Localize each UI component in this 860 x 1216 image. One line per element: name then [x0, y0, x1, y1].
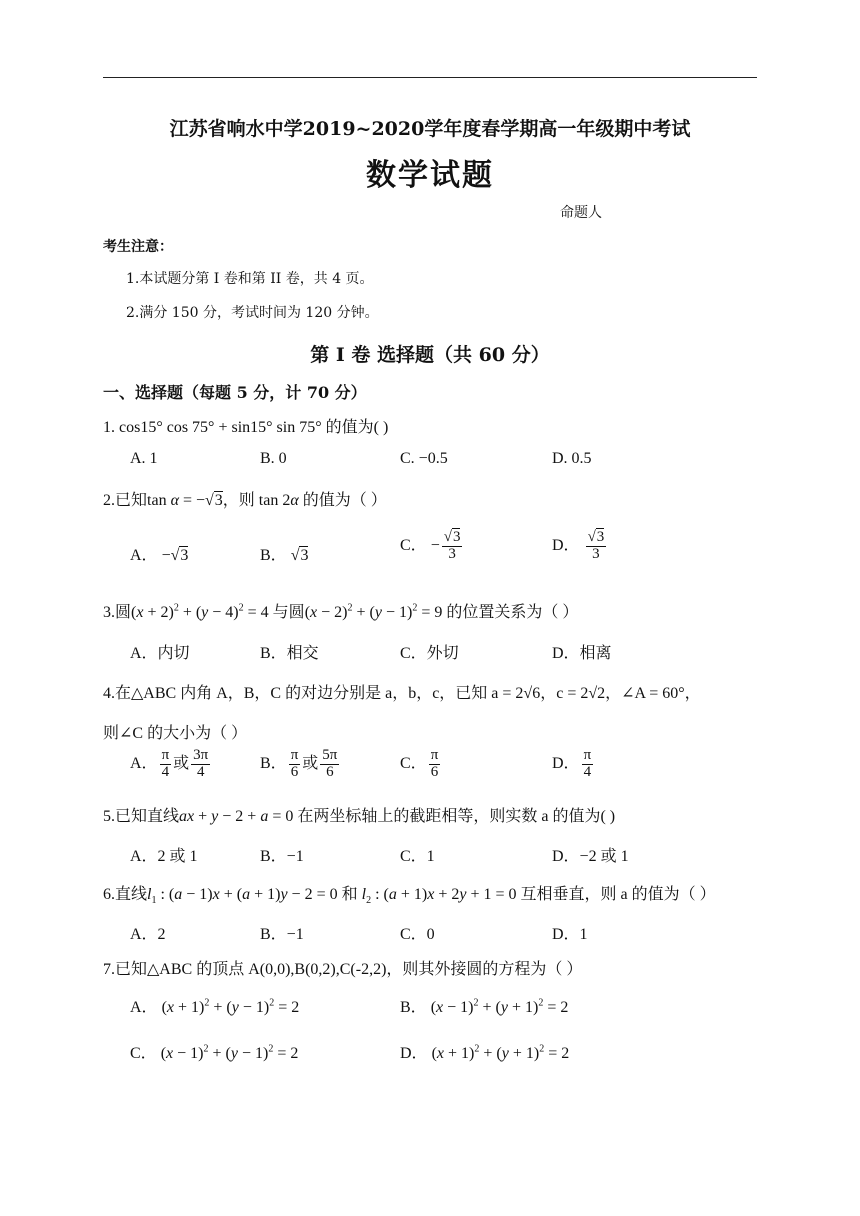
question-4-stem: 4.在△ABC 内角 A，B，C 的对边分别是 a，b，c，已知 a = 2√6，c = 2√2，∠A = 60°，: [103, 685, 701, 702]
q3-option-a: A．内切: [130, 645, 190, 662]
question-4-stem-line2: 则∠C 的大小为（ ）: [103, 725, 248, 742]
exam-subtitle: 数学试题: [366, 158, 494, 193]
author-label: 命题人: [560, 205, 602, 221]
q5-option-b: B．−1: [260, 848, 304, 865]
q2-option-a: A． −√3: [130, 547, 189, 564]
top-rule: [103, 77, 757, 78]
notice-heading: 考生注意：: [103, 239, 173, 255]
q6-option-d: D．1: [552, 926, 588, 943]
notice-item: 1.本试题分第 I 卷和第 II 卷，共 4 页。: [126, 271, 374, 287]
q3-option-d: D．相离: [552, 645, 612, 662]
q5-option-a: A．2 或 1: [130, 848, 198, 865]
part-title: 一、选择题（每题 5 分，计 70 分）: [103, 383, 367, 402]
q1-option-d: D. 0.5: [552, 450, 592, 467]
exam-title: 江苏省响水中学2019~2020学年度春学期高一年级期中考试: [169, 118, 691, 140]
notice-item: 2.满分 150 分，考试时间为 120 分钟。: [126, 305, 379, 321]
q7-option-d: D． $(x + 1)^2 + (y + 1)^2 = 2$: [400, 1043, 570, 1062]
question-3-stem: 3.圆$(x + 2)^2 + (y - 4)^2 = 4$ 与圆$(x - 2)^2 + (y - 1)^2 = 9$ 的位置关系为（ ）: [103, 602, 579, 621]
q1-option-a: A. 1: [130, 450, 158, 467]
question-2-stem: 2.已知tan α = −√3，则 tan 2α 的值为（ ）: [103, 492, 387, 509]
q2-option-d: D． $\frac{√3}{3}$: [552, 529, 605, 562]
q4-option-d: D． $\frac{\pi}{4}$: [552, 747, 592, 780]
q6-option-c: C．0: [400, 926, 435, 943]
q7-option-b: B． $(x - 1)^2 + (y + 1)^2 = 2$: [400, 997, 569, 1016]
q2-option-b: B． √3: [260, 547, 309, 564]
question-7-stem: 7.已知△ABC 的顶点 A(0,0),B(0,2),C(-2,2)，则其外接圆的方程为（ ）: [103, 961, 583, 978]
q3-option-c: C．外切: [400, 645, 459, 662]
q3-option-b: B．相交: [260, 645, 319, 662]
q4-option-b: B． $\frac{\pi}{6}$ 或 $\frac{5\pi}{6}$: [260, 747, 338, 780]
section-title: 第 I 卷 选择题（共 60 分）: [310, 344, 550, 366]
q4-option-c: C． $\frac{\pi}{6}$: [400, 747, 439, 780]
q6-option-b: B．−1: [260, 926, 304, 943]
q2-option-c: C． − $\frac{√3}{3}$: [400, 529, 461, 562]
question-5-stem: 5.已知直线ax + y − 2 + a = 0 在两坐标轴上的截距相等，则实数 a 的值为( ): [103, 808, 616, 825]
q7-option-c: C． $(x - 1)^2 + (y - 1)^2 = 2$: [130, 1043, 299, 1062]
q5-option-d: D．−2 或 1: [552, 848, 629, 865]
question-6-stem: 6.直线$l_1$ : (a − 1)x + (a + 1)y − 2 = 0 和 $l_2$ : (a + 1)x + 2y + 1 = 0 互相垂直，则 a 的值为（ ）: [103, 886, 716, 907]
q1-option-c: C. −0.5: [400, 450, 448, 467]
q1-option-b: B. 0: [260, 450, 287, 467]
q4-option-a: A． $\frac{\pi}{4}$ 或 $\frac{3\pi}{4}$: [130, 747, 209, 780]
q7-option-a: A． $(x + 1)^2 + (y - 1)^2 = 2$: [130, 997, 300, 1016]
q5-option-c: C．1: [400, 848, 435, 865]
question-1-stem: 1. cos15° cos 75° + sin15° sin 75° 的值为( ): [103, 419, 389, 436]
q6-option-a: A．2: [130, 926, 166, 943]
